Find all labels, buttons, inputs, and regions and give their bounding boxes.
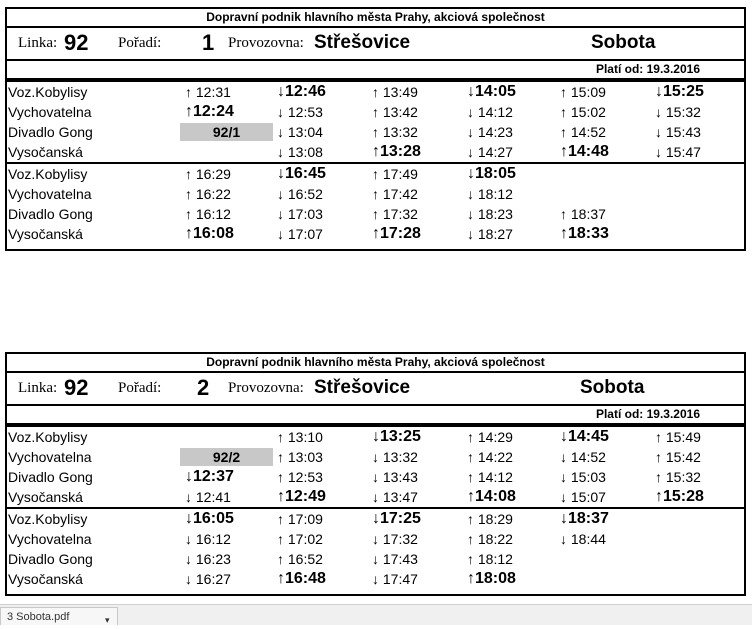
time-cell: ↓16:05 bbox=[185, 510, 234, 527]
time-cell: ↑ 18:12 bbox=[467, 551, 513, 567]
document-tab[interactable] bbox=[0, 607, 118, 625]
company-header: Dopravní podnik hlavního města Prahy, akciová společnost bbox=[7, 354, 744, 373]
time-cell: ↓15:25 bbox=[655, 83, 704, 100]
timetable-grid bbox=[7, 80, 744, 244]
time-cell: ↓ 17:47 bbox=[372, 571, 418, 587]
time-cell: ↓ 15:03 bbox=[560, 469, 606, 485]
linka-value: 92 bbox=[64, 375, 89, 400]
time-cell: ↑ 16:52 bbox=[277, 551, 323, 567]
table-row bbox=[7, 80, 744, 102]
time-cell: ↓ 13:04 bbox=[277, 124, 323, 140]
stop-name: Divadlo Gong bbox=[8, 551, 93, 567]
stop-name: Vychovatelna bbox=[8, 531, 92, 547]
time-cell: ↑ 15:49 bbox=[655, 429, 701, 445]
time-cell: ↑14:48 bbox=[560, 143, 609, 160]
trip-badge: 92/1 bbox=[180, 123, 273, 141]
info-row bbox=[7, 373, 744, 406]
time-cell: ↑12:24 bbox=[185, 103, 234, 120]
time-cell: ↑ 13:49 bbox=[372, 84, 418, 100]
time-cell: ↓ 15:32 bbox=[655, 104, 701, 120]
linka-label: Linka: bbox=[18, 35, 58, 51]
time-cell: ↓ 17:43 bbox=[372, 551, 418, 567]
time-cell: ↑17:28 bbox=[372, 225, 421, 242]
time-cell: ↓18:37 bbox=[560, 510, 609, 527]
time-cell: ↓ 15:47 bbox=[655, 144, 701, 160]
time-cell: ↓ 14:27 bbox=[467, 144, 513, 160]
time-cell: ↑15:28 bbox=[655, 488, 704, 505]
info-row bbox=[7, 28, 744, 61]
time-cell: ↑ 13:42 bbox=[372, 104, 418, 120]
time-cell: ↓12:46 bbox=[277, 83, 326, 100]
time-cell: ↑ 14:12 bbox=[467, 469, 513, 485]
time-cell: ↑ 13:03 bbox=[277, 449, 323, 465]
time-cell: ↓ 12:53 bbox=[277, 104, 323, 120]
time-cell: ↓ 16:12 bbox=[185, 531, 231, 547]
time-cell: ↑ 17:32 bbox=[372, 206, 418, 222]
provozovna-label: Provozovna: bbox=[228, 35, 304, 51]
time-cell: ↑ 17:02 bbox=[277, 531, 323, 547]
time-cell: ↓ 16:23 bbox=[185, 551, 231, 567]
provozovna-label: Provozovna: bbox=[228, 380, 304, 396]
table-row bbox=[7, 184, 744, 204]
linka-label: Linka: bbox=[18, 380, 58, 396]
time-cell: ↑ 18:29 bbox=[467, 511, 513, 527]
time-cell: ↑ 14:22 bbox=[467, 449, 513, 465]
chevron-down-icon[interactable]: ▾ bbox=[105, 615, 110, 625]
table-row bbox=[7, 529, 744, 549]
time-cell: ↓12:37 bbox=[185, 468, 234, 485]
table-row bbox=[7, 507, 744, 529]
time-cell: ↓13:25 bbox=[372, 428, 421, 445]
time-cell: ↓ 18:27 bbox=[467, 226, 513, 242]
timetable-card-2 bbox=[5, 352, 746, 596]
time-cell: ↑ 14:52 bbox=[560, 124, 606, 140]
time-cell: ↑12:49 bbox=[277, 488, 326, 505]
table-row bbox=[7, 425, 744, 447]
stop-name: Divadlo Gong bbox=[8, 469, 93, 485]
time-cell: ↑ 12:31 bbox=[185, 84, 231, 100]
time-cell: ↓ 18:44 bbox=[560, 531, 606, 547]
time-cell: ↓ 14:12 bbox=[467, 104, 513, 120]
table-row bbox=[7, 142, 744, 162]
time-cell: ↓ 13:43 bbox=[372, 469, 418, 485]
stop-name: Vychovatelna bbox=[8, 186, 92, 202]
time-cell: ↑13:28 bbox=[372, 143, 421, 160]
stop-name: Divadlo Gong bbox=[8, 124, 93, 140]
poradi-label: Pořadí: bbox=[118, 380, 162, 396]
stop-name: Voz.Kobylisy bbox=[8, 429, 88, 445]
time-cell: ↓ 17:03 bbox=[277, 206, 323, 222]
time-cell: ↑ 16:22 bbox=[185, 186, 231, 202]
time-cell: ↑ 14:29 bbox=[467, 429, 513, 445]
provozovna-value: Střešovice bbox=[314, 32, 411, 53]
bottom-tab-bar bbox=[0, 604, 752, 625]
time-cell: ↓ 15:43 bbox=[655, 124, 701, 140]
table-row bbox=[7, 569, 744, 589]
time-cell: ↓ 14:52 bbox=[560, 449, 606, 465]
time-cell: ↓14:05 bbox=[467, 83, 516, 100]
stop-name: Divadlo Gong bbox=[8, 206, 93, 222]
time-cell: ↓ 14:23 bbox=[467, 124, 513, 140]
stop-name: Vysočanská bbox=[8, 489, 83, 505]
stop-name: Voz.Kobylisy bbox=[8, 511, 88, 527]
time-cell: ↑ 13:10 bbox=[277, 429, 323, 445]
time-cell: ↓16:45 bbox=[277, 165, 326, 182]
table-row bbox=[7, 162, 744, 184]
time-cell: ↑18:33 bbox=[560, 225, 609, 242]
table-row bbox=[7, 549, 744, 569]
table-row bbox=[7, 122, 744, 142]
time-cell: ↑ 15:09 bbox=[560, 84, 606, 100]
time-cell: ↑ 17:42 bbox=[372, 186, 418, 202]
stop-name: Vysočanská bbox=[8, 571, 83, 587]
time-cell: ↑ 15:02 bbox=[560, 104, 606, 120]
stop-name: Vysočanská bbox=[8, 144, 83, 160]
time-cell: ↑ 17:49 bbox=[372, 166, 418, 182]
provozovna-value: Střešovice bbox=[314, 377, 411, 398]
time-cell: ↓ 18:23 bbox=[467, 206, 513, 222]
stop-name: Voz.Kobylisy bbox=[8, 166, 88, 182]
linka-value: 92 bbox=[64, 30, 89, 55]
table-row bbox=[7, 447, 744, 467]
time-cell: ↓17:25 bbox=[372, 510, 421, 527]
company-header: Dopravní podnik hlavního města Prahy, akciová společnost bbox=[7, 9, 744, 28]
table-row bbox=[7, 487, 744, 507]
table-row bbox=[7, 102, 744, 122]
stop-name: Vychovatelna bbox=[8, 104, 92, 120]
time-cell: ↓ 16:52 bbox=[277, 186, 323, 202]
trip-badge: 92/2 bbox=[180, 448, 273, 466]
time-cell: ↑ 18:37 bbox=[560, 206, 606, 222]
time-cell: ↓ 17:07 bbox=[277, 226, 323, 242]
time-cell: ↓14:45 bbox=[560, 428, 609, 445]
poradi-label: Pořadí: bbox=[118, 35, 162, 51]
time-cell: ↑ 16:29 bbox=[185, 166, 231, 182]
time-cell: ↑ 15:42 bbox=[655, 449, 701, 465]
table-row bbox=[7, 224, 744, 244]
time-cell: ↑16:48 bbox=[277, 570, 326, 587]
poradi-value: 1 bbox=[202, 30, 215, 55]
time-cell: ↓ 13:47 bbox=[372, 489, 418, 505]
time-cell: ↑ 12:53 bbox=[277, 469, 323, 485]
time-cell: ↑ 15:32 bbox=[655, 469, 701, 485]
timetable-card-1 bbox=[5, 7, 746, 251]
time-cell: ↓18:05 bbox=[467, 165, 516, 182]
time-cell: ↓ 17:32 bbox=[372, 531, 418, 547]
valid-from: Platí od: 19.3.2016 bbox=[595, 407, 700, 421]
day-value: Sobota bbox=[591, 32, 656, 53]
table-row bbox=[7, 467, 744, 487]
time-cell: ↑ 13:32 bbox=[372, 124, 418, 140]
stop-name: Vysočanská bbox=[8, 226, 83, 242]
day-value: Sobota bbox=[580, 377, 645, 398]
time-cell: ↓ 13:32 bbox=[372, 449, 418, 465]
valid-row bbox=[7, 61, 744, 80]
time-cell: ↑16:08 bbox=[185, 225, 234, 242]
time-cell: ↓ 13:08 bbox=[277, 144, 323, 160]
time-cell: ↑ 18:22 bbox=[467, 531, 513, 547]
time-cell: ↓ 15:07 bbox=[560, 489, 606, 505]
time-cell: ↓ 16:27 bbox=[185, 571, 231, 587]
time-cell: ↑ 17:09 bbox=[277, 511, 323, 527]
time-cell: ↓ 18:12 bbox=[467, 186, 513, 202]
document-tab-label: 3 Sobota.pdf bbox=[7, 611, 70, 623]
time-cell: ↑14:08 bbox=[467, 488, 516, 505]
poradi-value: 2 bbox=[197, 375, 210, 400]
stop-name: Vychovatelna bbox=[8, 449, 92, 465]
valid-from: Platí od: 19.3.2016 bbox=[595, 62, 700, 76]
time-cell: ↑ 16:12 bbox=[185, 206, 231, 222]
valid-row bbox=[7, 406, 744, 425]
stop-name: Voz.Kobylisy bbox=[8, 84, 88, 100]
table-row bbox=[7, 204, 744, 224]
time-cell: ↓ 12:41 bbox=[185, 489, 231, 505]
time-cell: ↑18:08 bbox=[467, 570, 516, 587]
timetable-grid bbox=[7, 425, 744, 589]
